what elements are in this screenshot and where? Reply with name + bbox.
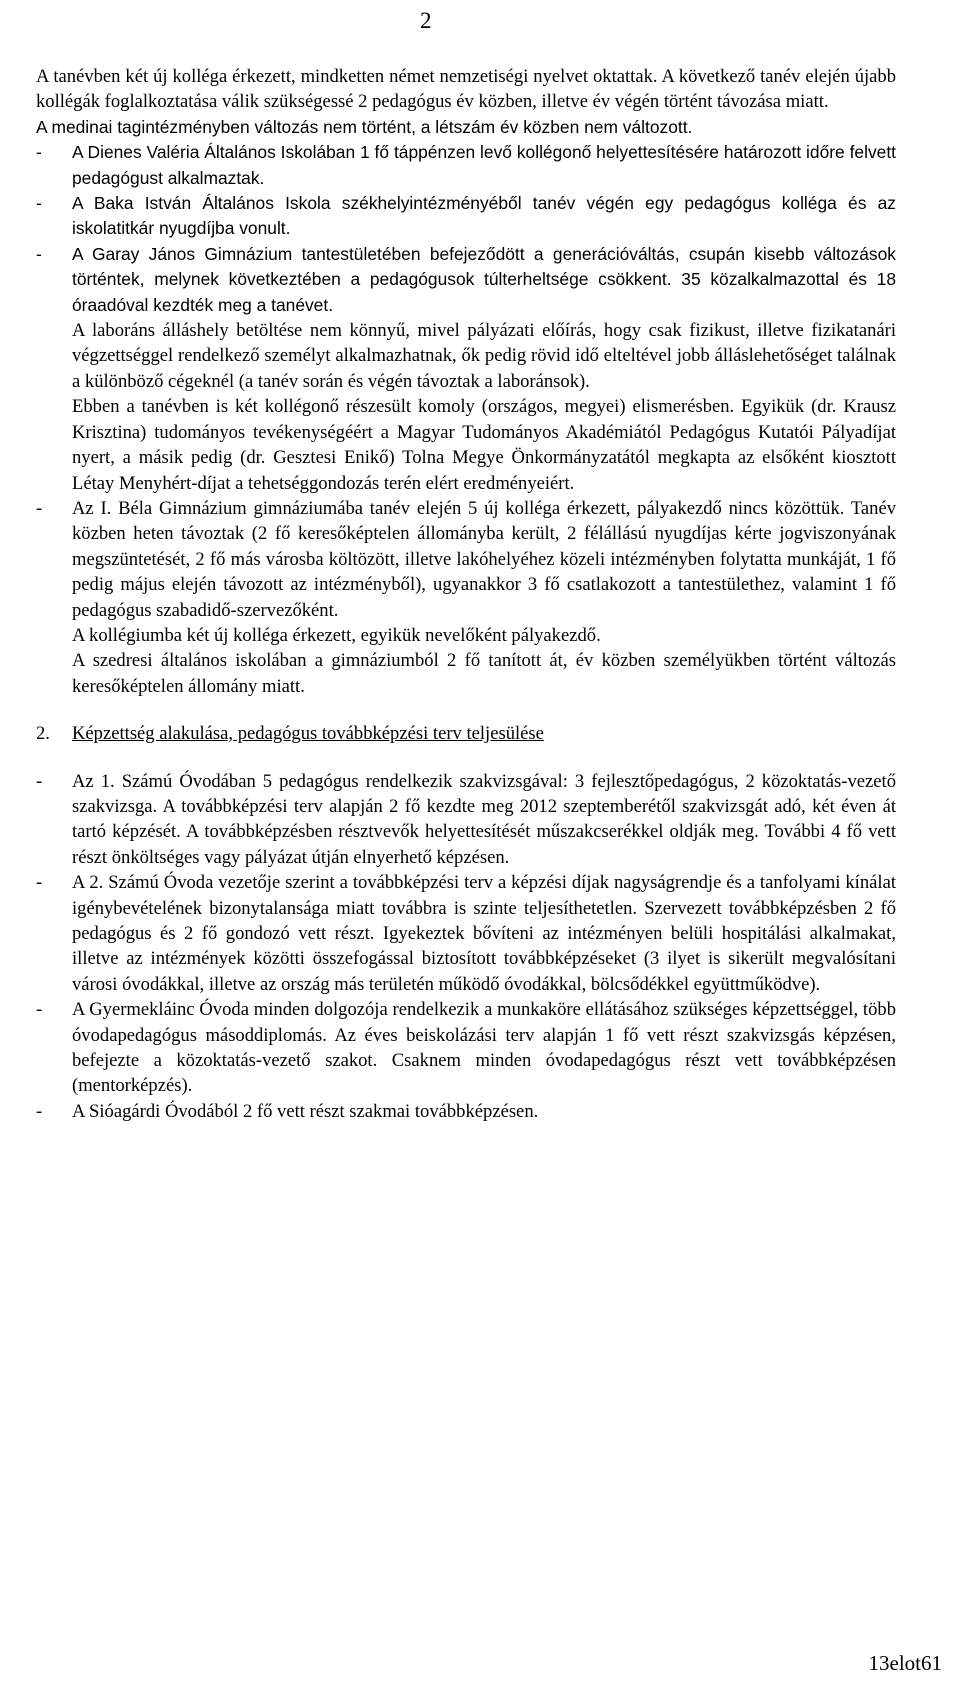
paragraph-new-colleagues: A tanévben két új kolléga érkezett, mindketten német nemzetiségi nyelvet oktattak. A következő tanév elején újabb kollégák foglalkoztatása válik szükségessé 2 pedagógus év közben, illetve év végén történt távozása miatt. (36, 66, 896, 113)
page-number: 2 (420, 8, 432, 33)
paragraph-laborans: A laboráns álláshely betöltése nem könnyű, mivel pályázati előírás, hogy csak fizikust, illetve fizikatanári végzettséggel rendelkező személyt alkalmazhatnak, ők pedig rövid idő elteltével jobb álláslehetőséget találnak a különböző cégeknél (a tanév során és végén távoztak a laboránsok). (72, 320, 896, 392)
list-item-text: A Sióagárdi Óvodából 2 fő vett részt szakmai továbbképzésen. (72, 1100, 539, 1122)
list-item (36, 1099, 896, 1124)
section-number: 2. (36, 723, 50, 745)
list-item (36, 191, 896, 242)
footer-code: 13elot61 (868, 1651, 942, 1675)
list-item (36, 870, 896, 997)
page-body (36, 64, 896, 1124)
list-item (36, 140, 896, 191)
list-item-text: A Baka István Általános Iskola székhelyintézményéből tanév végén egy pedagógus kolléga és az iskolatitkár nyugdíjba vonult. (72, 193, 896, 239)
section-heading (36, 721, 896, 746)
paragraph-kollegium: A kollégiumba két új kolléga érkezett, egyikük nevelőként pályakezdő. (72, 624, 601, 646)
list-dash: - (36, 1100, 43, 1122)
paragraph-awards: Ebben a tanévben is két kollégonő részesült komoly (országos, megyei) elismerésben. Egyikük (dr. Krausz Krisztina) tudományos tevékenységéért a Magyar Tudományos Akadémiától Pedagógus Kutatói Pályadíjat nyert, a másik pedig (dr. Gesztesi Enikő) Tolna Megye Önkormányzatától megkapta az elsőként kiosztott Létay Menyhért-díjat a tehetséggondozás terén elért eredményeiért. (72, 396, 896, 494)
list-dash: - (36, 193, 42, 214)
list-dash: - (36, 999, 43, 1021)
list-item (36, 997, 896, 1099)
list-item (36, 496, 896, 623)
list-item-text: Az 1. Számú Óvodában 5 pedagógus rendelkezik szakvizsgával: 3 fejlesztőpedagógus, 2 közoktatás-vezető szakvizsga. A továbbképzési terv alapján 2 fő kezdte meg 2012 szeptemberétől szakvizsgát adó, két éven át tartó képzését. A továbbképzésben résztvevők helyettesítését műszakcserékkel oldják meg. További 4 fő vett részt önköltséges vagy pályázat útján elnyerhető képzésen. (72, 770, 896, 868)
list-item-text: A Gyermekláinc Óvoda minden dolgozója rendelkezik a munkaköre ellátásához szükséges képzettséggel, több óvodapedagógus másoddiplomás. Az éves beiskolázási terv alapján 1 fő vett részt szakvizsgás képzésen, befejezte a közoktatás-vezető szakot. Csaknem minden óvodapedagógus részt vett továbbképzésen (mentorképzés). (72, 999, 896, 1097)
list-item-text: A 2. Számú Óvoda vezetője szerint a továbbképzési terv a képzési díjak nagyságrendje és a tanfolyami kínálat igénybevételének bizonytalansága miatt továbbra is szinte teljesíthetetlen. Szervezett továbbképzésben 2 fő pedagógus és 2 fő gondozó vett részt. Igyekeztek bővíteni az intézményen belüli hospitálási alkalmakat, illetve az intézmények közötti összefogással biztosított továbbképzéseket (3 ilyet is sikerült megvalósítani városi óvodákkal, illetve az ország más területén működő óvodákkal, bölcsődékkel együttműködve). (72, 872, 896, 995)
list-item (36, 242, 896, 318)
list-dash: - (36, 497, 43, 519)
list-dash: - (36, 770, 43, 792)
list-dash: - (36, 243, 42, 264)
list-item-text: A Garay János Gimnázium tantestületében befejeződött a generációváltás, csupán kisebb változások történtek, melynek következtében a pedagógusok túlterheltsége csökkent. 35 közalkalmazottal és 18 óraadóval kezdték meg a tanévet. (72, 243, 896, 315)
list-dash: - (36, 142, 42, 163)
list-item-text: A Dienes Valéria Általános Iskolában 1 fő táppénzen levő kollégonő helyettesítésére határozott időre felvett pedagógust alkalmaztak. (72, 142, 896, 188)
paragraph-medina: A medinai tagintézményben változás nem történt, a létszám év közben nem változott. (36, 116, 693, 137)
section-title: Képzettség alakulása, pedagógus továbbképzési terv teljesülése (72, 723, 544, 745)
list-item (36, 769, 896, 871)
list-dash: - (36, 872, 43, 894)
paragraph-szedres: A szedresi általános iskolában a gimnáziumból 2 fő tanított át, év közben személyükben történt változás keresőképtelen állomány miatt. (72, 650, 896, 697)
list-item-text: Az I. Béla Gimnázium gimnáziumába tanév elején 5 új kolléga érkezett, pályakezdő nincs közöttük. Tanév közben heten távoztak (2 fő keresőképtelen állományba került, 2 félállású nyugdíjas kérte jogviszonyának megszüntetését, 2 fő más városba költözött, illetve lakóhelyéhez közeli intézményben folytatta munkáját, 1 fő pedig május elején távozott az intézményből), ugyanakkor 3 fő csatlakozott a tantestülethez, valamint 1 fő pedagógus szabadidő-szervezőként. (72, 497, 896, 621)
